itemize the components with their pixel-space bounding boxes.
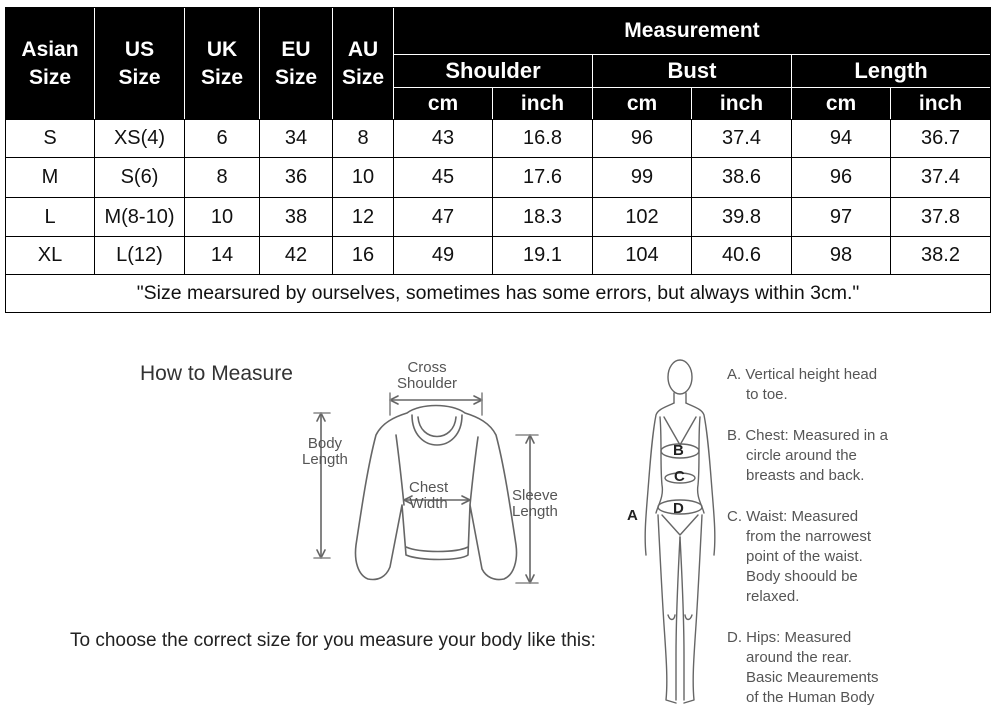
header-au-size: AU Size (333, 8, 393, 119)
cell-eu-size: 34 (284, 127, 308, 149)
cell-length-cm: 94 (829, 127, 853, 149)
header-shoulder: Shoulder (394, 55, 592, 87)
cell-bust-inch: 40.6 (722, 244, 761, 266)
legend-item (727, 628, 879, 708)
cell-us-size: S(6) (120, 166, 159, 188)
human-body-diagram (630, 355, 725, 713)
cell-bust-inch: 37.4 (722, 127, 761, 149)
body-letter-a: A (627, 507, 638, 524)
legend-item (727, 365, 877, 405)
chest-width-label: Chest Width (409, 479, 449, 512)
body-letter-d: D (673, 500, 684, 517)
cell-us-size: XS(4) (113, 127, 166, 149)
header-length-inch: inch (891, 88, 990, 119)
cell-shoulder-inch: 17.6 (523, 166, 562, 188)
cell-au-size: 8 (357, 127, 369, 149)
cell-asian-size: L (44, 205, 56, 228)
cell-shoulder-inch: 18.3 (523, 205, 562, 228)
legend-line: A. Vertical height head (727, 366, 878, 383)
legend-item (727, 426, 888, 486)
cell-length-cm: 96 (829, 166, 853, 188)
size-chart-table (5, 7, 991, 313)
legend-line: to toe. (746, 386, 788, 403)
cell-shoulder-cm: 45 (431, 166, 455, 188)
legend-line: Body shoould be (746, 568, 858, 585)
cell-shoulder-inch: 19.1 (523, 244, 562, 266)
sleeve-length-label: Sleeve Length (512, 487, 558, 520)
legend-line: C. Waist: Measured (727, 508, 859, 525)
header-asian-size: Asian Size (6, 8, 94, 119)
cell-length-inch: 38.2 (921, 244, 960, 266)
cell-eu-size: 36 (284, 166, 308, 188)
header-shoulder-inch: inch (493, 88, 592, 119)
cell-bust-cm: 99 (630, 166, 654, 188)
legend-line: around the rear. (746, 649, 852, 666)
cell-uk-size: 10 (210, 205, 234, 228)
how-to-measure-title: How to Measure (140, 362, 293, 385)
body-letter-c: C (674, 468, 685, 485)
cell-shoulder-cm: 47 (431, 205, 455, 228)
cell-bust-inch: 39.8 (722, 205, 761, 228)
legend-item (727, 507, 871, 607)
cell-asian-size: M (41, 166, 59, 188)
cell-uk-size: 8 (216, 166, 228, 188)
cell-shoulder-cm: 43 (431, 127, 455, 149)
measurement-note: "Size mearsured by ourselves, sometimes has some errors, but always within 3cm." (136, 281, 860, 304)
cell-asian-size: XL (37, 244, 63, 266)
cell-uk-size: 6 (216, 127, 228, 149)
header-bust-cm: cm (593, 88, 691, 119)
legend-line: point of the waist. (746, 548, 863, 565)
header-bust-inch: inch (692, 88, 791, 119)
legend-line: B. Chest: Measured in a (727, 427, 888, 444)
header-shoulder-cm: cm (394, 88, 492, 119)
cell-asian-size: S (43, 127, 57, 149)
cell-length-inch: 37.8 (921, 205, 960, 228)
cell-length-inch: 37.4 (921, 166, 960, 188)
cell-bust-cm: 96 (630, 127, 654, 149)
cell-shoulder-cm: 49 (431, 244, 455, 266)
legend-line: relaxed. (746, 588, 800, 605)
cell-eu-size: 42 (284, 244, 308, 266)
legend-line: D. Hips: Measured (727, 629, 852, 646)
cell-length-cm: 98 (829, 244, 853, 266)
legend-line: breasts and back. (746, 467, 865, 484)
legend-line: from the narrowest (746, 528, 872, 545)
body-letter-b: B (673, 442, 684, 459)
cell-length-cm: 97 (829, 205, 853, 228)
header-length-cm: cm (792, 88, 890, 119)
body-length-label: Body Length (302, 435, 348, 468)
legend-line: circle around the (746, 447, 857, 464)
cell-au-size: 10 (351, 166, 375, 188)
cross-shoulder-label: Cross Shoulder (397, 359, 458, 392)
header-length: Length (792, 55, 990, 87)
header-measurement: Measurement (394, 8, 990, 54)
cell-eu-size: 38 (284, 205, 308, 228)
cell-bust-inch: 38.6 (722, 166, 761, 188)
cell-us-size: M(8-10) (104, 205, 175, 228)
header-us-size: US Size (95, 8, 184, 119)
cell-uk-size: 14 (210, 244, 234, 266)
cell-shoulder-inch: 16.8 (523, 127, 562, 149)
legend-line: Basic Meaurements (746, 669, 879, 686)
cell-length-inch: 36.7 (921, 127, 960, 149)
cell-au-size: 12 (351, 205, 375, 228)
legend-line: of the Human Body (746, 689, 875, 706)
cell-bust-cm: 104 (625, 244, 659, 266)
choose-size-instruction: To choose the correct size for you measure your body like this: (70, 630, 596, 651)
cell-au-size: 16 (351, 244, 375, 266)
header-uk-size: UK Size (185, 8, 259, 119)
header-eu-size: EU Size (260, 8, 332, 119)
header-bust: Bust (593, 55, 791, 87)
cell-us-size: L(12) (116, 244, 163, 266)
cell-bust-cm: 102 (625, 205, 659, 228)
